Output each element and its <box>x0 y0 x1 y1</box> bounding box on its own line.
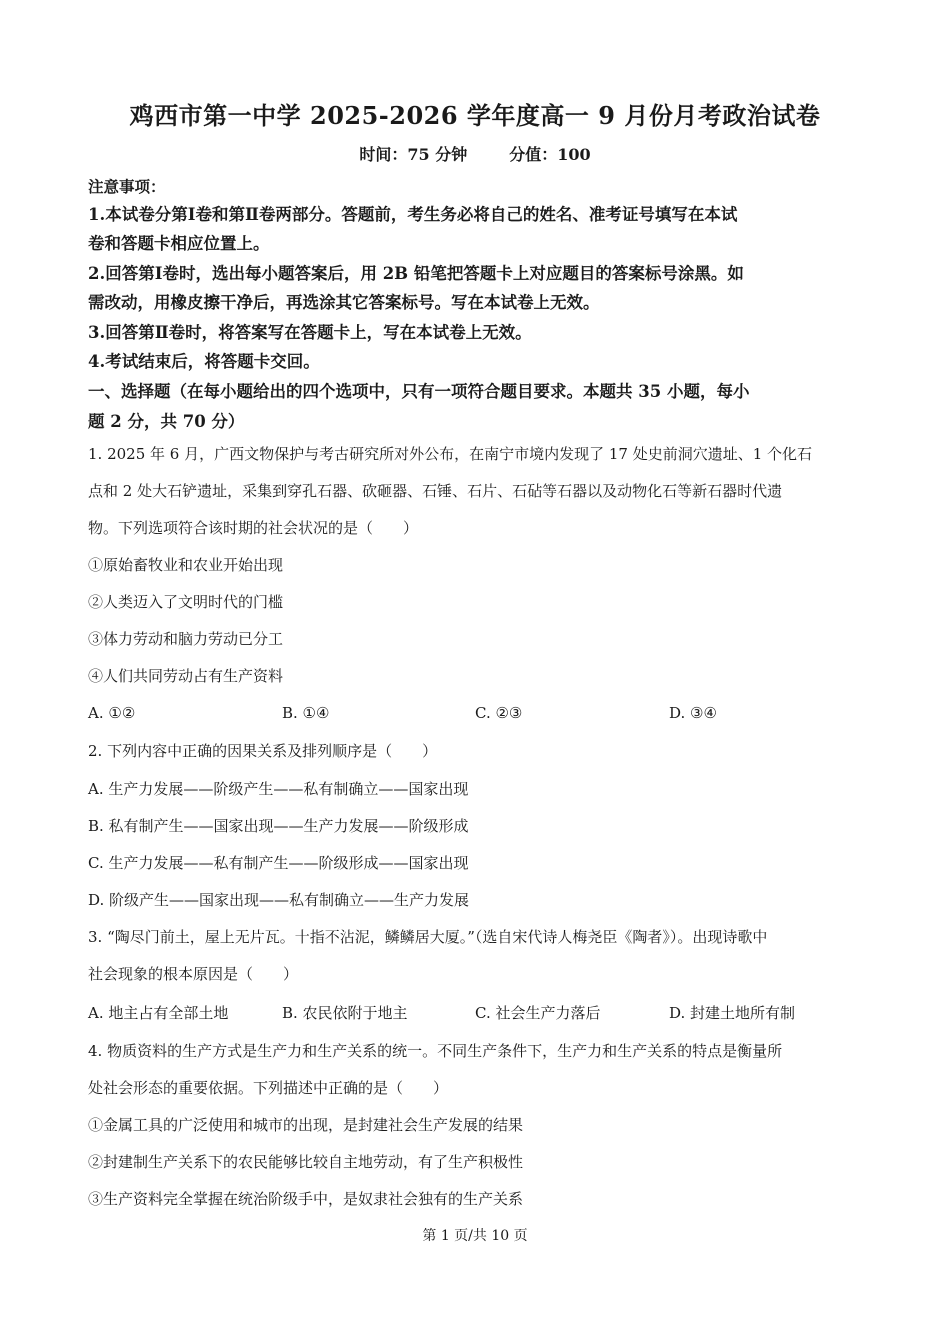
option-c: C. ②③ <box>475 704 523 722</box>
section-heading: 题 2 分，共 70 分） <box>88 412 245 431</box>
notice-line: 卷和答题卡相应位置上。 <box>88 234 270 253</box>
notice-line: 3.回答第Ⅱ卷时，将答案写在答题卡上，写在本试卷上无效。 <box>88 323 532 342</box>
notice-line: 4.考试结束后，将答题卡交回。 <box>88 352 320 371</box>
question-4-stem: 处社会形态的重要依据。下列描述中正确的是（ ） <box>88 1079 449 1097</box>
notice-heading: 注意事项： <box>88 177 166 196</box>
notice-line: 1.本试卷分第Ⅰ卷和第Ⅱ卷两部分。答题前，考生务必将自己的姓名、准考证号填写在本试 <box>88 205 738 224</box>
option-d: D. 封建土地所有制 <box>669 1004 796 1022</box>
question-1-stem: 1. 2025 年 6 月，广西文物保护与考古研究所对外公布，在南宁市境内发现了 17 处史前洞穴遗址、1 个化石 <box>88 445 813 463</box>
section-heading: 一、选择题（在每小题给出的四个选项中，只有一项符合题目要求。本题共 35 小题，每小 <box>88 382 750 401</box>
question-2-option: B. 私有制产生——国家出现——生产力发展——阶级形成 <box>88 817 469 835</box>
question-1-item: ①原始畜牧业和农业开始出现 <box>88 556 284 574</box>
option-c: C. 社会生产力落后 <box>475 1004 601 1022</box>
notice-line: 需改动，用橡皮擦干净后，再选涂其它答案标号。写在本试卷上无效。 <box>88 293 600 312</box>
exam-meta <box>0 142 950 165</box>
question-2-option: D. 阶级产生——国家出现——私有制确立——生产力发展 <box>88 891 470 909</box>
page-number: 第 1 页/共 10 页 <box>422 1228 528 1244</box>
question-4-item: ③生产资料完全掌握在统治阶级手中，是奴隶社会独有的生产关系 <box>88 1190 524 1208</box>
question-1-stem: 物。下列选项符合该时期的社会状况的是（ ） <box>88 519 419 537</box>
option-a: A. 地主占有全部土地 <box>88 1004 229 1022</box>
question-3-stem: 3. “陶尽门前土，屋上无片瓦。十指不沾泥，鳞鳞居大厦。”（选自宋代诗人梅尧臣《陶者》）。出现诗歌中 <box>88 928 768 946</box>
exam-score: 分值：100 <box>509 145 591 164</box>
option-d: D. ③④ <box>669 704 717 722</box>
exam-time: 时间：75 分钟 <box>359 145 468 164</box>
question-2-stem: 2. 下列内容中正确的因果关系及排列顺序是（ ） <box>88 742 438 760</box>
question-1-item: ②人类迈入了文明时代的门槛 <box>88 593 284 611</box>
question-3-stem: 社会现象的根本原因是（ ） <box>88 965 299 983</box>
option-b: B. ①④ <box>282 704 330 722</box>
question-1-item: ③体力劳动和脑力劳动已分工 <box>88 630 284 648</box>
question-2-option: A. 生产力发展——阶级产生——私有制确立——国家出现 <box>88 780 469 798</box>
question-4-item: ①金属工具的广泛使用和城市的出现，是封建社会生产发展的结果 <box>88 1116 524 1134</box>
exam-title: 鸡西市第一中学 2025-2026 学年度高一 9 月份月考政治试卷 <box>129 101 821 130</box>
notice-line: 2.回答第Ⅰ卷时，选出每小题答案后，用 2B 铅笔把答题卡上对应题目的答案标号涂黑。如 <box>88 264 744 283</box>
question-4-item: ②封建制生产关系下的农民能够比较自主地劳动，有了生产积极性 <box>88 1153 524 1171</box>
question-4-stem: 4. 物质资料的生产方式是生产力和生产关系的统一。不同生产条件下，生产力和生产关系的特点是衡量所 <box>88 1042 783 1060</box>
question-1-stem: 点和 2 处大石铲遗址，采集到穿孔石器、砍砸器、石锤、石片、石砧等石器以及动物化石等新石器时代遗 <box>88 482 783 500</box>
question-1-item: ④人们共同劳动占有生产资料 <box>88 667 284 685</box>
question-2-option: C. 生产力发展——私有制产生——阶级形成——国家出现 <box>88 854 469 872</box>
option-b: B. 农民依附于地主 <box>282 1004 408 1022</box>
option-a: A. ①② <box>88 704 136 722</box>
